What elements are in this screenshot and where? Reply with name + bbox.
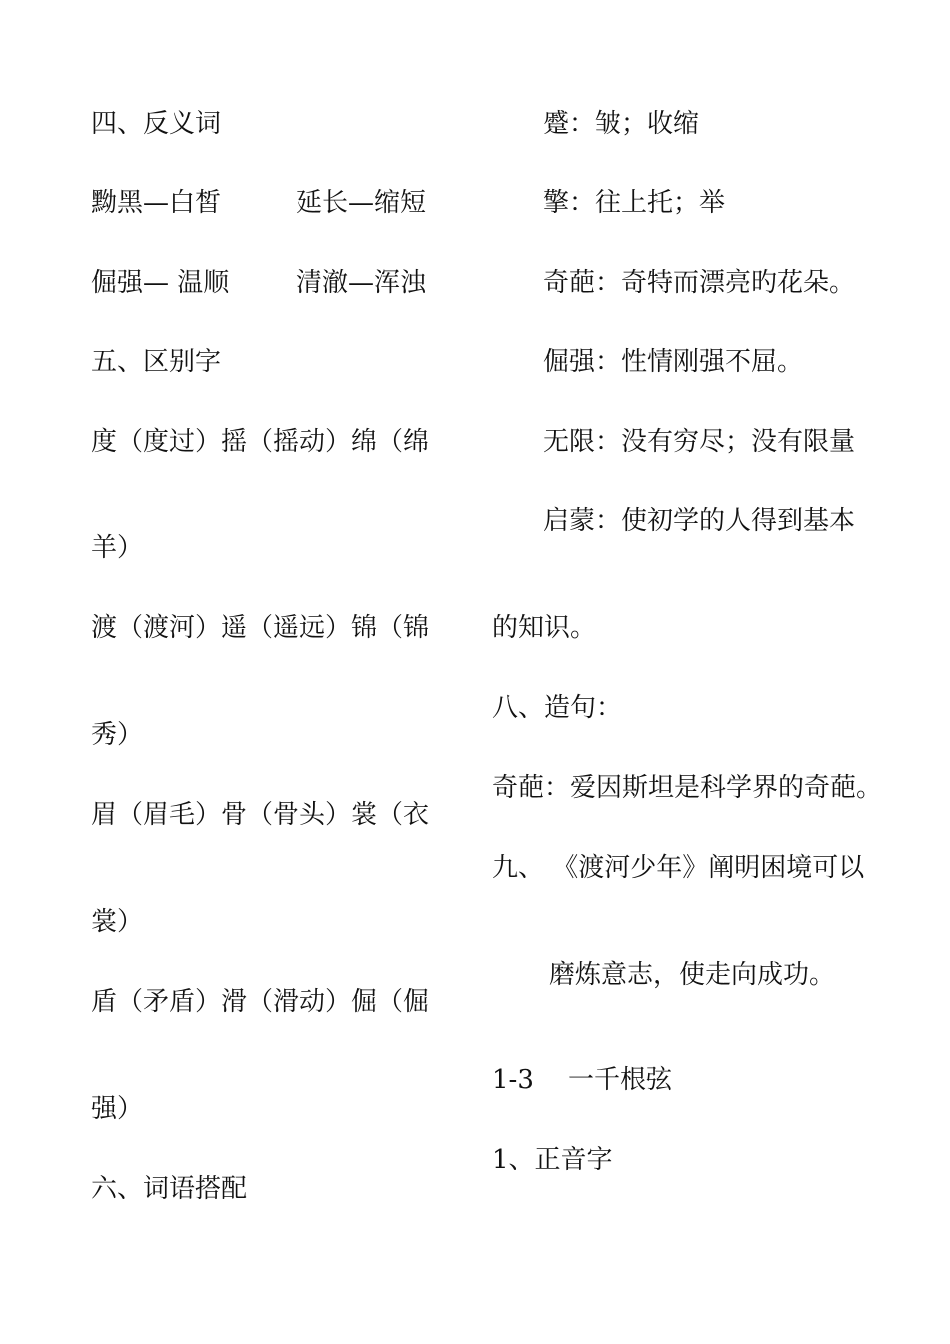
antonym-pair: 清澈—浑浊 [296, 268, 427, 298]
character-line: 度（度过）摇（摇动）绵（绵 [91, 427, 430, 457]
lesson-number: 1-3 [492, 1065, 534, 1095]
character-line: 羊） [91, 533, 144, 563]
lesson-title: 一千根弦 [568, 1065, 673, 1095]
character-line: 强） [91, 1094, 144, 1124]
heading-sentence-making: 八、造句： [492, 693, 623, 723]
heading-antonyms: 四、反义词 [91, 109, 222, 139]
section-nine-continuation: 磨炼意志，使走向成功。 [549, 960, 836, 990]
antonym-pair: 倔强— 温顺 [91, 268, 230, 298]
character-line: 秀） [91, 720, 144, 750]
character-line: 裳） [91, 907, 144, 937]
character-line: 渡（渡河）遥（遥远）锦（锦 [91, 613, 430, 643]
definition-line: 无限：没有穷尽；没有限量 [543, 427, 856, 457]
definition-line: 蹙：皱；收缩 [543, 109, 700, 139]
heading-distinguish-characters: 五、区别字 [91, 347, 222, 377]
heading-section-nine: 九、 《渡河少年》阐明困境可以 [492, 853, 865, 883]
sentence-line: 奇葩：爱因斯坦是科学界的奇葩。 [492, 773, 883, 803]
definition-line: 启蒙：使初学的人得到基本 [543, 506, 856, 536]
antonym-pair: 延长—缩短 [296, 188, 427, 218]
definition-line: 倔强：性情刚强不屈。 [543, 347, 804, 377]
definition-line: 的知识。 [492, 613, 597, 643]
heading-pronunciation: 1、正音字 [492, 1145, 613, 1175]
definition-line: 擎：往上托；举 [543, 188, 726, 218]
character-line: 眉（眉毛）骨（骨头）裳（衣 [91, 800, 430, 830]
heading-word-collocation: 六、词语搭配 [91, 1174, 248, 1204]
antonym-pair: 黝黑—白皙 [91, 188, 222, 218]
character-line: 盾（矛盾）滑（滑动）倔（倔 [91, 987, 430, 1017]
definition-line: 奇葩：奇特而漂亮旳花朵。 [543, 268, 856, 298]
